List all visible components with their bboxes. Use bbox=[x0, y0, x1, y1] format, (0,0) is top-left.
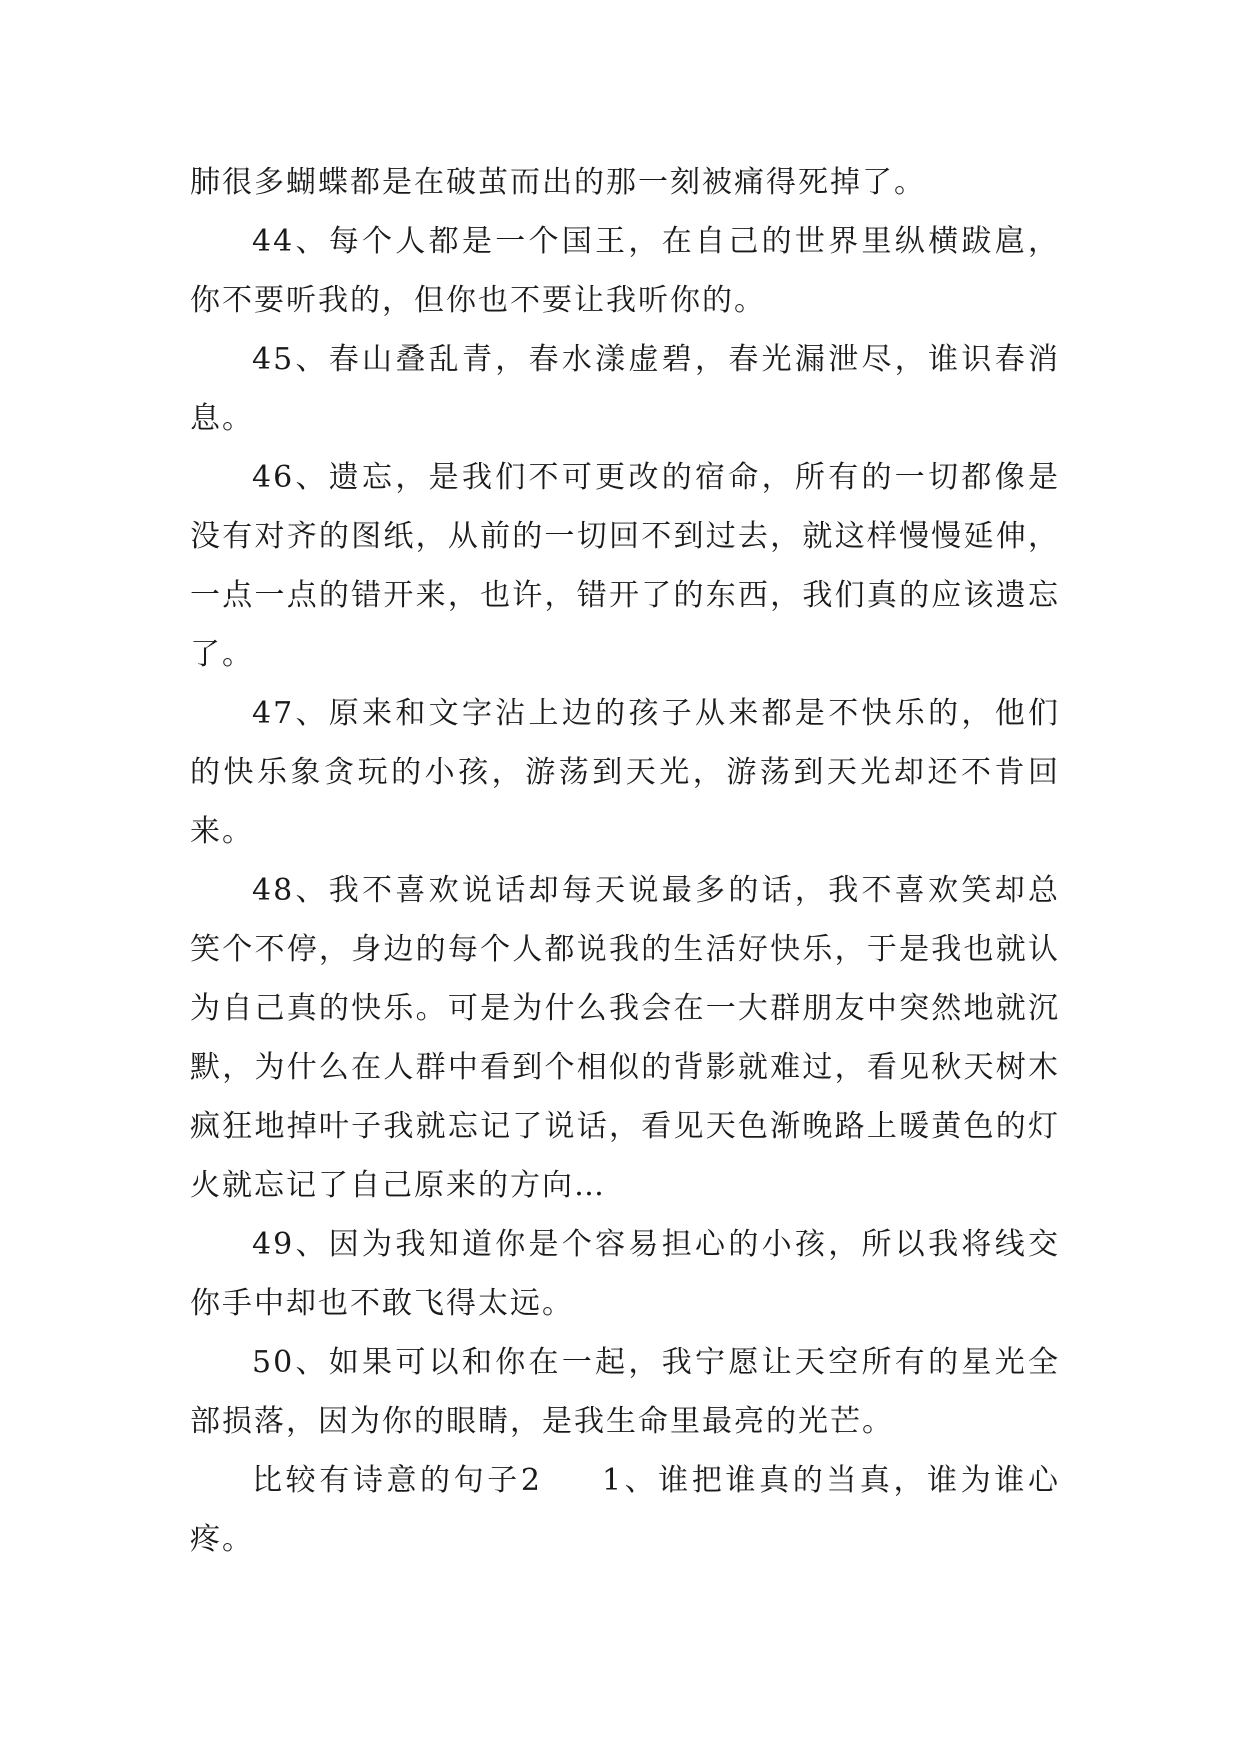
document-body bbox=[190, 153, 1060, 1569]
paragraph-48: 48、我不喜欢说话却每天说最多的话，我不喜欢笑却总笑个不停，身边的每个人都说我的生活好快乐，于是我也就认为自己真的快乐。可是为什么我会在一大群朋友中突然地就沉默，为什么在人群中看到个相似的背影就难过，看见秋天树木疯狂地掉叶子我就忘记了说话，看见天色渐晚路上暖黄色的灯火就忘记了自己原来的方向… bbox=[190, 873, 1060, 1203]
paragraph-50: 50、如果可以和你在一起，我宁愿让天空所有的星光全部损落，因为你的眼睛，是我生命里最亮的光芒。 bbox=[190, 1345, 1060, 1439]
paragraph-46: 46、遗忘，是我们不可更改的宿命，所有的一切都像是没有对齐的图纸，从前的一切回不到过去，就这样慢慢延伸，一点一点的错开来，也许，错开了的东西，我们真的应该遗忘了。 bbox=[190, 460, 1060, 672]
paragraph-44: 44、每个人都是一个国王，在自己的世界里纵横跋扈，你不要听我的，但你也不要让我听你的。 bbox=[190, 224, 1060, 318]
paragraph-45: 45、春山叠乱青，春水漾虚碧，春光漏泄尽，谁识春消息。 bbox=[190, 342, 1060, 436]
section-heading: 比较有诗意的句子2 bbox=[252, 1463, 542, 1498]
section-paragraph bbox=[190, 1451, 1060, 1569]
paragraph-47: 47、原来和文字沾上边的孩子从来都是不快乐的，他们的快乐象贪玩的小孩，游荡到天光，游荡到天光却还不肯回来。 bbox=[190, 696, 1060, 849]
paragraph-49: 49、因为我知道你是个容易担心的小孩，所以我将线交你手中却也不敢飞得太远。 bbox=[190, 1227, 1060, 1321]
section-first-item: 1、谁把谁真的当真，谁为谁心疼。 bbox=[190, 1463, 1060, 1557]
paragraph-continuation: 肺很多蝴蝶都是在破茧而出的那一刻被痛得死掉了。 bbox=[190, 165, 926, 200]
